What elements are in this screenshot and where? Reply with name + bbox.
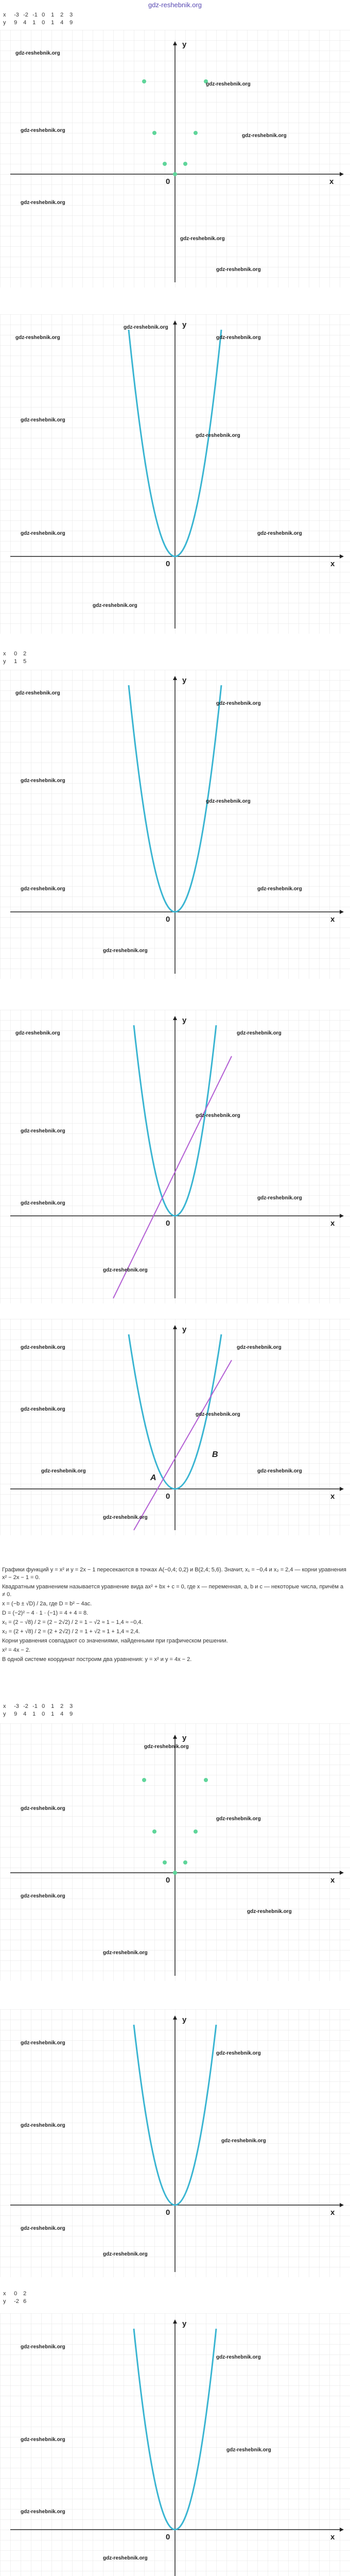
axis-label-x: x <box>329 177 334 186</box>
axis-label-x: x <box>330 1492 335 1501</box>
table-cell: 0 <box>42 12 45 18</box>
watermark: gdz-reshebnik.org <box>257 1195 302 1201</box>
origin-label: 0 <box>166 1219 170 1228</box>
axis-label-y: y <box>182 676 187 685</box>
table-cell: 1 <box>51 1703 55 1709</box>
axis-label-y: y <box>182 2015 187 2024</box>
table-head-x: x <box>3 651 6 657</box>
watermark: gdz-reshebnik.org <box>41 1468 86 1474</box>
table-cell: 1 <box>51 1711 55 1717</box>
table-cell: 1 <box>32 1711 36 1717</box>
table-cell: 4 <box>60 20 64 26</box>
graph-panel-7 <box>0 2009 350 2277</box>
table-head-y: y <box>3 2298 6 2304</box>
axis-label-x: x <box>330 2208 335 2217</box>
graph-1 <box>0 30 350 287</box>
watermark: gdz-reshebnik.org <box>21 2040 65 2046</box>
table-row-y <box>3 1710 79 1718</box>
text-line: x² = 4x − 2. <box>2 1647 31 1653</box>
table-cell: 1 <box>32 20 36 26</box>
table-row-x <box>3 1703 79 1710</box>
watermark: gdz-reshebnik.org <box>15 690 60 696</box>
watermark: gdz-reshebnik.org <box>103 1515 148 1520</box>
graph-8 <box>0 2313 350 2576</box>
watermark: gdz-reshebnik.org <box>206 799 251 804</box>
table-cell: -1 <box>32 12 38 18</box>
watermark: gdz-reshebnik.org <box>180 236 225 242</box>
graph-panel-1 <box>0 30 350 287</box>
watermark: gdz-reshebnik.org <box>15 1030 60 1036</box>
watermark: gdz-reshebnik.org <box>242 133 287 139</box>
table-cell: 1 <box>51 12 55 18</box>
table-cell: 4 <box>23 20 27 26</box>
watermark: gdz-reshebnik.org <box>21 2437 65 2443</box>
text-line: x = (−b ± √D) / 2a, где D = b² − 4ac. <box>2 1601 92 1607</box>
graph-panel-2 <box>0 314 350 634</box>
point-label-b: B <box>212 1450 218 1459</box>
text-line: x₂ = (2 + √8) / 2 = (2 + 2√2) / 2 = 1 + √2 ≈ 1 + 1,4 ≈ 2,4. <box>2 1629 140 1635</box>
watermark: gdz-reshebnik.org <box>216 701 261 706</box>
table-cell: -3 <box>14 1703 19 1709</box>
watermark: gdz-reshebnik.org <box>21 128 65 133</box>
watermark: gdz-reshebnik.org <box>103 1267 148 1273</box>
origin-label: 0 <box>166 2208 170 2217</box>
watermark: gdz-reshebnik.org <box>206 81 251 87</box>
table-cell: 4 <box>60 1711 64 1717</box>
graph-panel-8 <box>0 2313 350 2576</box>
table-cell: 0 <box>14 651 18 657</box>
value-table-2 <box>3 650 32 666</box>
watermark: gdz-reshebnik.org <box>21 886 65 892</box>
table-cell: -2 <box>23 1703 28 1709</box>
watermark: gdz-reshebnik.org <box>21 1128 65 1134</box>
watermark: gdz-reshebnik.org <box>216 2050 261 2056</box>
table-cell: 9 <box>69 20 73 26</box>
watermark: gdz-reshebnik.org <box>21 1893 65 1899</box>
text-line: Графики функций y = x² и y = 2x − 1 пересекаются в точках A(−0,4; 0,2) и B(2,4; 5,6). Значит, x₁ = −0,4 и x₂ = 2,4 — корни уравнения x² − 2x − 1 = 0. <box>2 1567 346 1581</box>
table-head-y: y <box>3 658 6 665</box>
origin-label: 0 <box>166 915 170 924</box>
watermark: gdz-reshebnik.org <box>103 1950 148 1956</box>
value-table-4 <box>3 2290 32 2306</box>
watermark: gdz-reshebnik.org <box>93 603 137 608</box>
graph-panel-4 <box>0 1010 350 1303</box>
table-cell: 3 <box>69 1703 73 1709</box>
table-head-x: x <box>3 2291 6 2297</box>
watermark: gdz-reshebnik.org <box>216 2354 261 2360</box>
watermark: gdz-reshebnik.org <box>216 267 261 273</box>
text-line: Квадратным уравнением называется уравнение вида ax² + bx + c = 0, где x — переменная, a, b и c — некоторые числа, причём a ≠ 0. <box>2 1584 344 1598</box>
table-head-y: y <box>3 20 6 26</box>
table-cell: 6 <box>23 2298 27 2304</box>
watermark: gdz-reshebnik.org <box>257 531 302 536</box>
watermark: gdz-reshebnik.org <box>21 1345 65 1350</box>
watermark: gdz-reshebnik.org <box>21 1200 65 1206</box>
table-cell: 0 <box>42 20 45 26</box>
watermark: gdz-reshebnik.org <box>144 1744 189 1750</box>
table-cell: 1 <box>14 658 18 665</box>
axis-label-y: y <box>182 320 187 329</box>
table-cell: -1 <box>32 1703 38 1709</box>
graph-6 <box>0 1723 350 1981</box>
graph-7 <box>0 2009 350 2277</box>
table-head-x: x <box>3 12 6 18</box>
table-cell: 0 <box>42 1703 45 1709</box>
table-head-x: x <box>3 1703 6 1709</box>
axis-label-y: y <box>182 1016 187 1025</box>
axis-label-x: x <box>330 915 335 924</box>
axis-label-x: x <box>330 1876 335 1885</box>
table-cell: 3 <box>69 12 73 18</box>
watermark: gdz-reshebnik.org <box>221 2138 266 2144</box>
watermark: gdz-reshebnik.org <box>21 2509 65 2515</box>
watermark: gdz-reshebnik.org <box>196 1412 240 1417</box>
table-row-x <box>3 2290 32 2298</box>
watermark: gdz-reshebnik.org <box>196 433 240 438</box>
watermark: gdz-reshebnik.org <box>257 886 302 892</box>
origin-label: 0 <box>166 560 170 568</box>
graph-panel-6 <box>0 1723 350 1981</box>
watermark: gdz-reshebnik.org <box>21 1406 65 1412</box>
table-cell: 0 <box>14 2291 18 2297</box>
watermark: gdz-reshebnik.org <box>196 1113 240 1118</box>
table-cell: 0 <box>42 1711 45 1717</box>
table-cell: 2 <box>23 2291 27 2297</box>
table-cell: -2 <box>14 2298 19 2304</box>
graph-4 <box>0 1010 350 1303</box>
table-cell: 4 <box>23 1711 27 1717</box>
watermark: gdz-reshebnik.org <box>21 2226 65 2231</box>
axis-label-y: y <box>182 1325 187 1334</box>
table-cell: 9 <box>69 1711 73 1717</box>
text-line: Корни уравнения совпадают со значениями, найденными при графическом решении. <box>2 1638 228 1644</box>
origin-label: 0 <box>166 2533 170 2541</box>
point-label-a: A <box>150 1473 156 1482</box>
watermark: gdz-reshebnik.org <box>216 1816 261 1822</box>
table-row-x <box>3 11 79 19</box>
watermark: gdz-reshebnik.org <box>257 1468 302 1474</box>
solution-text-1 <box>2 1566 348 1665</box>
table-cell: 5 <box>23 658 27 665</box>
watermark: gdz-reshebnik.org <box>21 417 65 423</box>
table-row-y <box>3 19 79 27</box>
table-row-y <box>3 658 32 666</box>
table-cell: -3 <box>14 12 19 18</box>
watermark: gdz-reshebnik.org <box>15 50 60 56</box>
graph-2 <box>0 314 350 634</box>
watermark: gdz-reshebnik.org <box>237 1345 282 1350</box>
table-head-y: y <box>3 1711 6 1717</box>
axis-label-x: x <box>330 2533 335 2541</box>
value-table-1 <box>3 11 79 27</box>
table-cell: 1 <box>51 20 55 26</box>
watermark: gdz-reshebnik.org <box>21 1806 65 1811</box>
watermark: gdz-reshebnik.org <box>21 778 65 784</box>
table-cell: 2 <box>23 651 27 657</box>
axis-label-x: x <box>330 560 335 568</box>
watermark: gdz-reshebnik.org <box>21 531 65 536</box>
graph-panel-5 <box>0 1319 350 1535</box>
graph-5 <box>0 1319 350 1535</box>
watermark: gdz-reshebnik.org <box>103 948 148 954</box>
text-line: x₁ = (2 − √8) / 2 = (2 − 2√2) / 2 = 1 − √2 ≈ 1 − 1,4 ≈ −0,4. <box>2 1619 143 1625</box>
watermark: gdz-reshebnik.org <box>21 200 65 206</box>
origin-label: 0 <box>166 177 170 186</box>
table-cell: 2 <box>60 12 64 18</box>
table-cell: 2 <box>60 1703 64 1709</box>
axis-label-y: y <box>182 1734 187 1742</box>
value-table-3 <box>3 1703 79 1718</box>
axis-label-y: y <box>182 2319 187 2328</box>
watermark: gdz-reshebnik.org <box>237 1030 282 1036</box>
table-cell: 9 <box>14 1711 18 1717</box>
watermark: gdz-reshebnik.org <box>103 2555 148 2561</box>
graph-panel-3 <box>0 670 350 979</box>
origin-label: 0 <box>166 1876 170 1885</box>
watermark: gdz-reshebnik.org <box>247 1909 292 1914</box>
table-cell: 9 <box>14 20 18 26</box>
table-row-x <box>3 650 32 658</box>
watermark: gdz-reshebnik.org <box>216 335 261 341</box>
graph-3 <box>0 670 350 979</box>
axis-label-x: x <box>330 1219 335 1228</box>
table-row-y <box>3 2298 32 2306</box>
origin-label: 0 <box>166 1492 170 1501</box>
axis-label-y: y <box>182 40 187 49</box>
table-cell: -2 <box>23 12 28 18</box>
watermark: gdz-reshebnik.org <box>21 2344 65 2350</box>
watermark: gdz-reshebnik.org <box>103 2251 148 2257</box>
site-link[interactable]: gdz-reshebnik.org <box>148 1 202 9</box>
watermark: gdz-reshebnik.org <box>226 2447 271 2453</box>
watermark: gdz-reshebnik.org <box>124 325 168 330</box>
text-line: В одной системе координат построим два уравнения: y = x² и y = 4x − 2. <box>2 1656 192 1663</box>
watermark: gdz-reshebnik.org <box>21 2123 65 2128</box>
watermark: gdz-reshebnik.org <box>15 335 60 341</box>
text-line: D = (−2)² − 4 · 1 · (−1) = 4 + 4 = 8. <box>2 1610 89 1616</box>
